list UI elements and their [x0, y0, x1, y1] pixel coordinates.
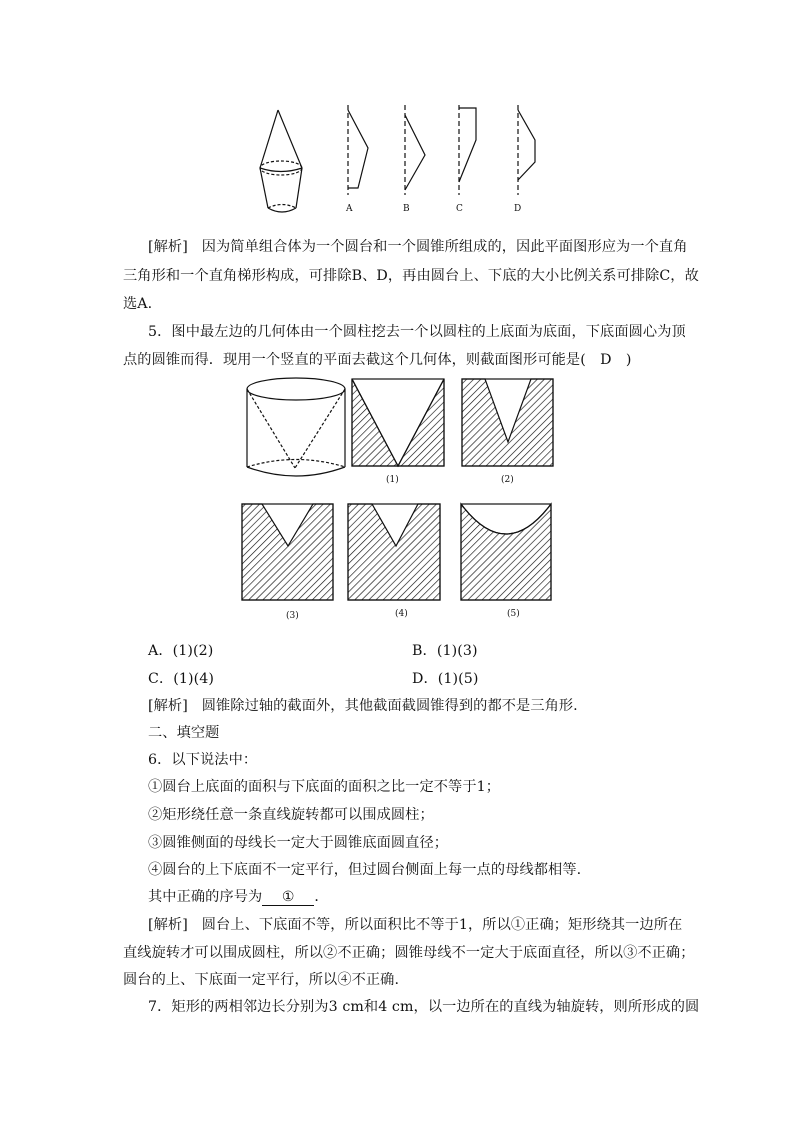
analysis-q6-line2: 直线旋转才可以围成圆柱，所以②不正确；圆锥母线不一定大于底面直径，所以③不正确；: [123, 945, 695, 961]
section-5-shape: [461, 504, 551, 600]
option-d-shape: [518, 105, 535, 195]
analysis-q4-line3: 选A.: [123, 296, 153, 312]
label-1: (1): [386, 475, 399, 485]
analysis-tag: [解析]: [148, 698, 188, 714]
option-b: B．(1)(3): [412, 643, 478, 659]
analysis-q6-line3: 圆台的上、下底面一定平行，所以④不正确.: [123, 972, 400, 988]
question6-stem: 6．以下说法中：: [148, 752, 258, 768]
section-title: 二、填空题: [148, 725, 220, 741]
label-5: (5): [507, 609, 520, 619]
label-b: B: [403, 204, 410, 214]
question5-line1: 5．图中最左边的几何体由一个圆柱挖去一个以圆柱的上底面为底面，下底面圆心为顶: [148, 324, 686, 340]
label-c: C: [456, 204, 463, 214]
cone-frustum-solid: [260, 110, 302, 212]
section-2-shape: [462, 379, 553, 466]
label-3: (3): [286, 611, 299, 621]
analysis-q4-line2: 三角形和一个直角梯形构成，可排除B、D，再由圆台上、下底的大小比例关系可排除C，故: [123, 268, 699, 284]
analysis-q6-line1: [解析] 圆台上、下底面不等，所以面积比不等于1，所以①正确；矩形绕其一边所在: [148, 917, 683, 933]
question5-line2: 点的圆锥而得．现用一个竖直的平面去截这个几何体，则截面图形可能是( D ): [123, 352, 632, 368]
option-a-shape: [348, 105, 368, 195]
analysis-q5: [解析] 圆锥除过轴的截面外，其他截面截圆锥得到的都不是三角形.: [148, 698, 578, 714]
section-1-shape: [352, 379, 444, 466]
label-2: (2): [501, 475, 514, 485]
question6-item-3: ③圆锥侧面的母线长一定大于圆锥底面圆直径；: [148, 835, 449, 851]
option-d: D．(1)(5): [412, 671, 479, 687]
analysis-q4-line1: [解析] 因为简单组合体为一个圆台和一个圆锥所组成的，因此平面图形应为一个直角: [148, 239, 688, 255]
analysis-tag: [解析]: [148, 239, 188, 255]
option-b-shape: [405, 105, 425, 195]
analysis-tag: [解析]: [148, 917, 188, 933]
q5-figure-row2: [240, 502, 560, 606]
question6-item-2: ②矩形绕任意一条直线旋转都可以围成圆柱；: [148, 807, 434, 823]
q4-figure: [250, 100, 550, 220]
question6-item-4: ④圆台的上下底面不一定平行，但过圆台侧面上每一点的母线都相等.: [148, 862, 582, 878]
option-c-shape: [459, 105, 476, 195]
section-3-shape: [242, 504, 333, 600]
label-a: A: [346, 204, 353, 214]
answer-blank: ①: [262, 889, 314, 906]
option-c: C．(1)(4): [148, 671, 215, 687]
section-4-shape: [348, 504, 440, 600]
label-d: D: [514, 204, 522, 214]
label-4: (4): [395, 609, 408, 619]
q5-figure-row1: [240, 372, 560, 492]
cylinder-solid: [247, 378, 345, 476]
question7-line1: 7．矩形的两相邻边长分别为3 cm和4 cm，以一边所在的直线为轴旋转，则所形成的圆: [148, 999, 700, 1015]
option-a: A．(1)(2): [148, 643, 214, 659]
question6-answer-line: 其中正确的序号为 ① ．: [148, 889, 329, 905]
question6-item-1: ①圆台上底面的面积与下底面的面积之比一定不等于1；: [148, 779, 501, 795]
